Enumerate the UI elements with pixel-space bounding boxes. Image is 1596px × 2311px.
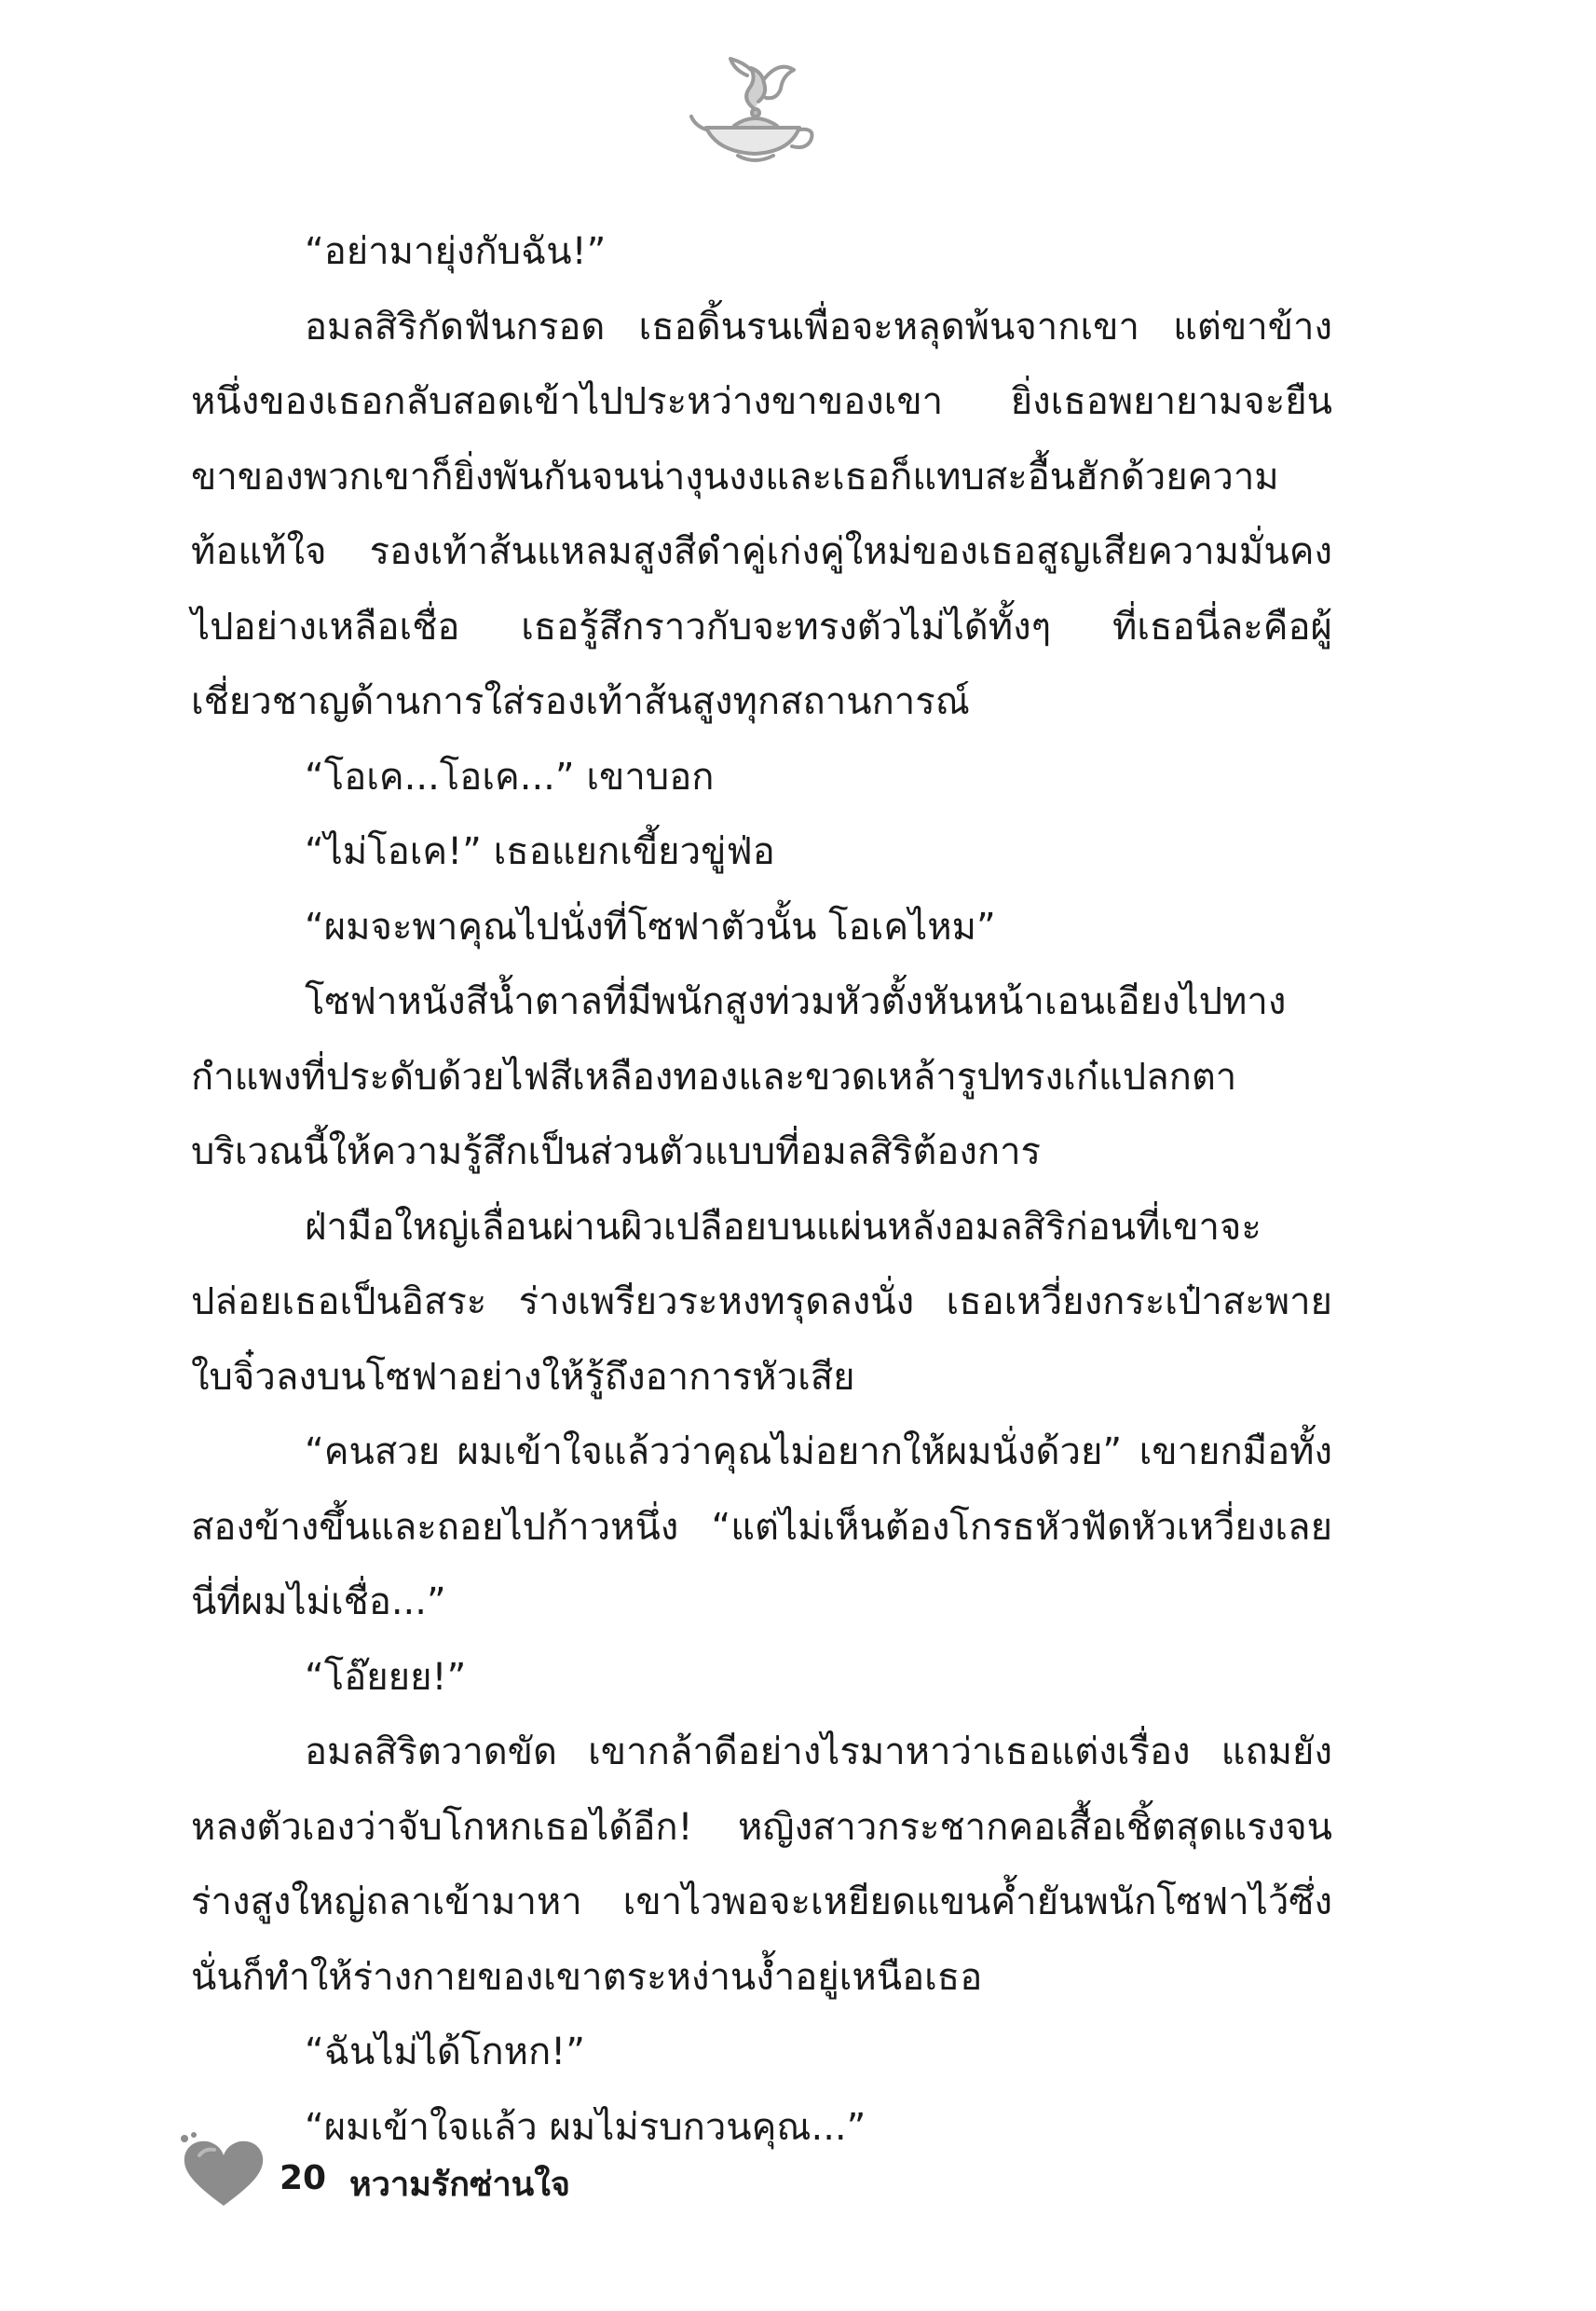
heart-icon: [177, 2129, 270, 2213]
main-text: [191, 214, 1332, 2165]
paragraph: โซฟาหนังสีน้ำตาลที่มีพนักสูงท่วมหัวตั้งหันหน้าเอนเอียงไปทางกำแพงที่ประดับด้วยไฟสีเหลืองทองและขวดเหล้ารูปทรงเก๋แปลกตาบริเวณนี้ให้ความรู้สึกเป็นส่วนตัวแบบที่อมลสิริต้องการ: [191, 980, 1287, 1173]
paragraph: ฝ่ามือใหญ่เลื่อนผ่านผิวเปลือยบนแผ่นหลังอมลสิริก่อนที่เขาจะปล่อยเธอเป็นอิสระ ร่างเพรียวระหงทรุดลงนั่ง เธอเหวี่ยงกระเป๋าสะพายใบจิ๋วลงบนโซฟาอย่างให้รู้ถึงอาการหัวเสีย: [191, 1205, 1332, 1399]
paragraph: “ผมเข้าใจแล้ว ผมไม่รบกวนคุณ...”: [305, 2105, 866, 2149]
book-title: หวามรักซ่านใจ: [349, 2166, 570, 2204]
paragraph: “โอ๊ยยย!”: [305, 1655, 467, 1699]
genie-lamp-icon: [689, 51, 820, 172]
page-number: 20: [280, 2159, 327, 2197]
paragraph: อมลสิริตวาดขัด เขากล้าดีอย่างไรมาหาว่าเธอแต่งเรื่อง แถมยังหลงตัวเองว่าจับโกหกเธอได้อีก! หญิงสาวกระชากคอเสื้อเชิ้ตสุดแรงจนร่างสูงใหญ่ถลาเข้ามาหา เขาไวพอจะเหยียดแขนค้ำยันพนักโซฟาไว้ซึ่งนั่นก็ทำให้ร่างกายของเขาตระหง่านง้ำอยู่เหนือเธอ: [191, 1730, 1332, 1999]
paragraph: “คนสวย ผมเข้าใจแล้วว่าคุณไม่อยากให้ผมนั่งด้วย” เขายกมือทั้งสองข้างขึ้นและถอยไปก้าวหนึ่ง “แต่ไม่เห็นต้องโกรธหัวฟัดหัวเหวี่ยงเลยนี่ที่ผมไม่เชื่อ...”: [191, 1430, 1332, 1623]
paragraph: “ผมจะพาคุณไปนั่งที่โซฟาตัวนั้น โอเคไหม”: [305, 905, 996, 949]
paragraph: “ฉันไม่ได้โกหก!”: [305, 2031, 585, 2073]
paragraph: “โอเค...โอเค...” เขาบอก: [305, 755, 715, 799]
page-footer: [177, 2129, 829, 2213]
paragraph: “ไม่โอเค!” เธอแยกเขี้ยวขู่ฟ่อ: [305, 830, 775, 873]
paragraph: “อย่ามายุ่งกับฉัน!”: [305, 230, 607, 273]
paragraph: อมลสิริกัดฟันกรอด เธอดิ้นรนเพื่อจะหลุดพ้นจากเขา แต่ขาข้างหนึ่งของเธอกลับสอดเข้าไปประหว่างขาของเขา ยิ่งเธอพยายามจะยืน ขาของพวกเขาก็ยิ่งพันกันจนน่างุนงงและเธอก็แทบสะอื้นฮักด้วยความท้อแท้ใจ รองเท้าส้นแหลมสูงสีดำคู่เก่งคู่ใหม่ของเธอสูญเสียความมั่นคงไปอย่างเหลือเชื่อ เธอรู้สึกราวกับจะทรงตัวไม่ได้ทั้งๆ ที่เธอนี่ละคือผู้เชี่ยวชาญด้านการใส่รองเท้าส้นสูงทุกสถานการณ์: [191, 305, 1332, 723]
